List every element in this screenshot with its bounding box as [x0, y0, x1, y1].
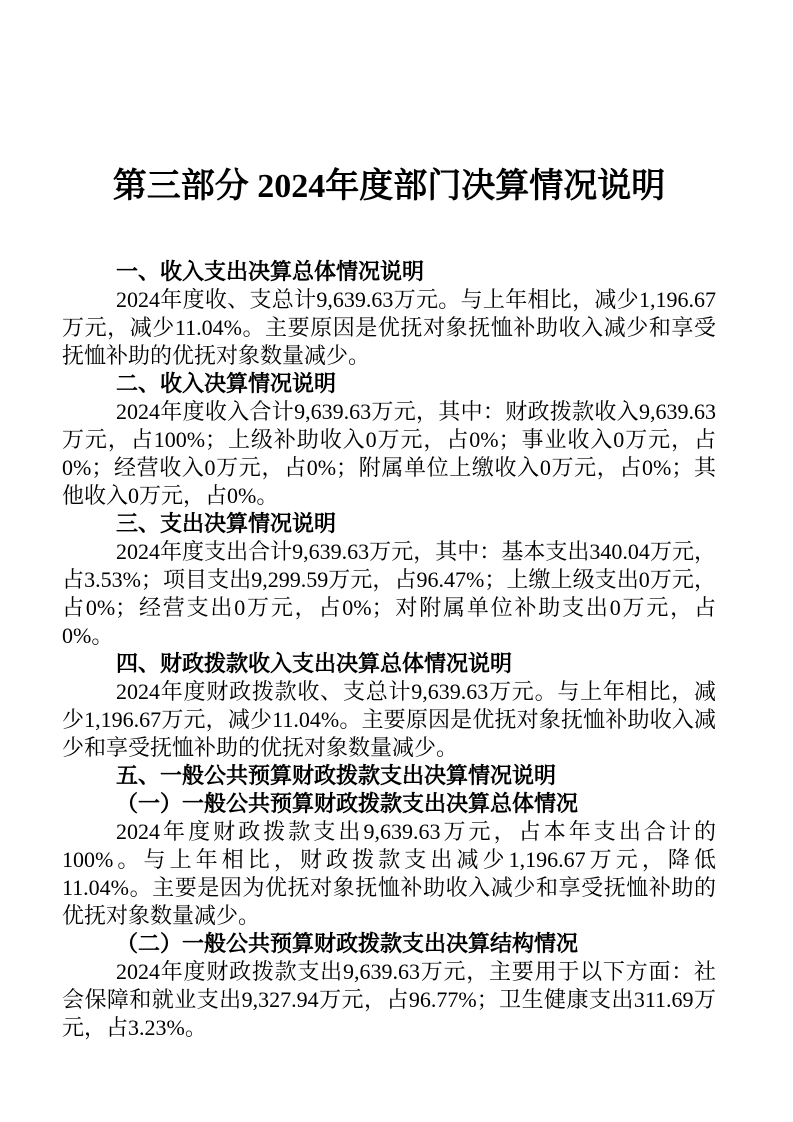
section-1-paragraph: 2024年度收、支总计9,639.63万元。与上年相比，减少1,196.67万元，减少11.04%。主要原因是优抚对象抚恤补助收入减少和享受抚恤补助的优抚对象数量减少。: [62, 287, 716, 368]
section-1-heading: 一、收入支出决算总体情况说明: [116, 259, 425, 284]
page-title: 第三部分 2024年度部门决算情况说明: [112, 168, 666, 205]
section-5-1-heading: （一）一般公共预算财政拨款支出决算总体情况: [116, 791, 579, 816]
section-3-heading: 三、支出决算情况说明: [116, 511, 337, 536]
section-5-1-paragraph: 2024年度财政拨款支出9,639.63万元，占本年支出合计的100%。与上年相比，财政拨款支出减少1,196.67万元，降低11.04%。主要是因为优抚对象抚恤补助收入减少和享受抚恤补助的优抚对象数量减少。: [62, 819, 716, 928]
section-3-paragraph: 2024年度支出合计9,639.63万元，其中：基本支出340.04万元，占3.53%；项目支出9,299.59万元，占96.47%；上缴上级支出0万元，占0%；经营支出0万元，占0%；对附属单位补助支出0万元，占0%。: [62, 539, 716, 648]
section-2-paragraph: 2024年度收入合计9,639.63万元，其中：财政拨款收入9,639.63万元，占100%；上级补助收入0万元，占0%；事业收入0万元，占0%；经营收入0万元，占0%；附属单位上缴收入0万元，占0%；其他收入0万元，占0%。: [62, 399, 716, 508]
document-page: [62, 168, 716, 1042]
section-4-heading: 四、财政拨款收入支出决算总体情况说明: [116, 651, 513, 676]
section-4-paragraph: 2024年度财政拨款收、支总计9,639.63万元。与上年相比，减少1,196.67万元，减少11.04%。主要原因是优抚对象抚恤补助收入减少和享受抚恤补助的优抚对象数量减少。: [62, 679, 716, 760]
section-5-2-heading: （二）一般公共预算财政拨款支出决算结构情况: [116, 931, 579, 956]
section-5-2-paragraph: 2024年度财政拨款支出9,639.63万元，主要用于以下方面：社会保障和就业支出9,327.94万元，占96.77%；卫生健康支出311.69万元，占3.23%。: [62, 959, 716, 1040]
section-2-heading: 二、收入决算情况说明: [116, 371, 337, 396]
section-5-heading: 五、一般公共预算财政拨款支出决算情况说明: [116, 763, 557, 788]
